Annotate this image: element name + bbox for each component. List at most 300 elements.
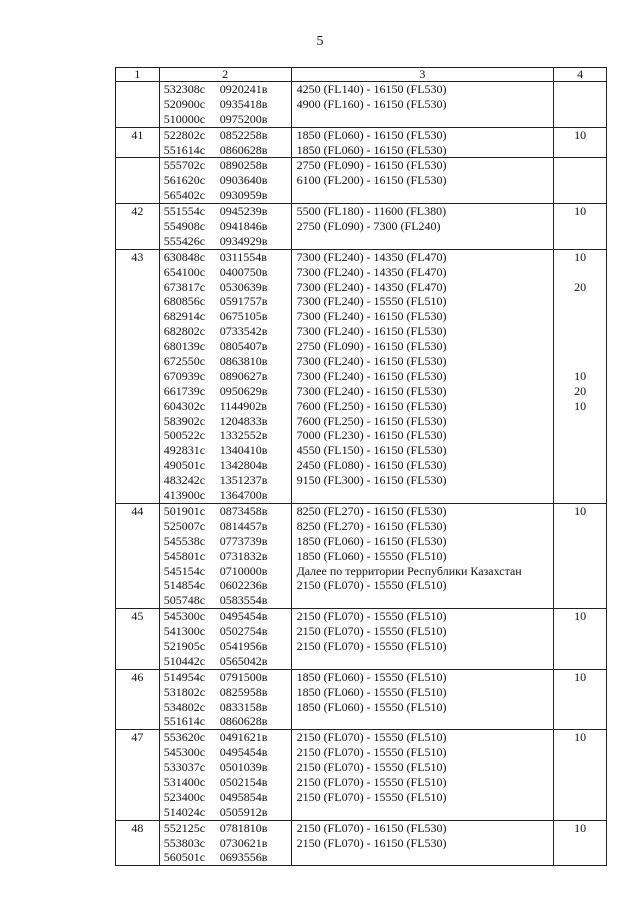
- latitude: 555702с: [163, 158, 206, 173]
- latitude: 661739с: [163, 383, 206, 398]
- latitude: 554908с: [163, 219, 206, 234]
- coordinate-line: [164, 790, 291, 805]
- latitude: 551614с: [163, 714, 206, 729]
- altitude-range: 2450 (FL080) - 16150 (FL530): [296, 458, 447, 473]
- latitude: 534802с: [163, 699, 206, 714]
- longitude: 0860628в: [219, 142, 268, 157]
- coordinate-line: [164, 624, 291, 639]
- level-value: [554, 685, 606, 700]
- level-value: [554, 850, 606, 865]
- level-value: [554, 790, 606, 805]
- header-col-1: 1: [116, 68, 160, 82]
- longitude: 0731832в: [219, 548, 268, 563]
- level-cell: [554, 609, 607, 670]
- altitude-ranges-cell: [291, 730, 554, 820]
- level-value: [554, 309, 606, 324]
- longitude: 0920241в: [219, 82, 268, 96]
- longitude: 0710000в: [219, 563, 268, 578]
- table-row: [116, 609, 607, 670]
- longitude: 0863810в: [219, 354, 268, 369]
- coordinate-line: [164, 504, 291, 519]
- latitude: 520900с: [163, 96, 206, 111]
- level-value: 10: [574, 730, 587, 745]
- latitude: 680139с: [163, 339, 206, 354]
- level-value: 10: [574, 127, 587, 142]
- longitude: 0495854в: [219, 789, 268, 804]
- altitude-range: 7300 (FL240) - 16150 (FL530): [296, 309, 447, 324]
- level-value: 10: [574, 609, 587, 624]
- route-number: 47: [116, 730, 160, 820]
- longitude: 0502154в: [219, 774, 268, 789]
- altitude-range: 7300 (FL240) - 14350 (FL470): [296, 279, 447, 294]
- longitude: 1351237в: [219, 473, 268, 488]
- coordinate-line: [164, 578, 291, 593]
- altitude-range: 2150 (FL070) - 15550 (FL510): [296, 774, 447, 789]
- coordinate-line: [164, 128, 291, 143]
- coordinate-line: [164, 219, 291, 234]
- altitude-range: 7600 (FL250) - 16150 (FL530): [296, 398, 447, 413]
- level-value: [554, 700, 606, 715]
- longitude: 0733542в: [219, 324, 268, 339]
- coordinate-line: [164, 745, 291, 760]
- latitude: 551554с: [163, 204, 206, 219]
- table-row: [116, 669, 607, 730]
- coordinates-cell: [159, 204, 291, 250]
- latitude: 521905с: [163, 638, 206, 653]
- altitude-range: 7300 (FL240) - 16150 (FL530): [296, 354, 447, 369]
- latitude: 672550с: [163, 354, 206, 369]
- latitude: 682802с: [163, 324, 206, 339]
- latitude: 522802с: [163, 127, 206, 142]
- altitude-range: 7300 (FL240) - 14350 (FL470): [296, 249, 447, 264]
- level-value: [554, 564, 606, 579]
- page-number: 5: [316, 34, 324, 49]
- altitude-range: 2150 (FL070) - 15550 (FL510): [296, 745, 447, 760]
- altitude-ranges-cell: [291, 249, 554, 503]
- altitude-ranges-cell: [291, 503, 554, 608]
- level-value: [554, 534, 606, 549]
- coordinate-line: [164, 443, 291, 458]
- altitude-range: 2150 (FL070) - 16150 (FL530): [296, 820, 447, 835]
- latitude: 505748с: [163, 593, 206, 608]
- level-value: [554, 219, 606, 234]
- longitude: 0852258в: [219, 127, 268, 142]
- longitude: 0941846в: [219, 219, 268, 234]
- latitude: 561620с: [163, 173, 206, 188]
- coordinate-line: [164, 473, 291, 488]
- altitude-range: 6100 (FL200) - 16150 (FL530): [296, 173, 447, 188]
- latitude: 514024с: [163, 804, 206, 819]
- coordinate-line: [164, 204, 291, 219]
- latitude: 560501с: [163, 850, 206, 865]
- altitude-range: 1850 (FL060) - 16150 (FL530): [296, 142, 447, 157]
- latitude: 514954с: [163, 669, 206, 684]
- level-value: [554, 714, 606, 729]
- level-value: [554, 143, 606, 158]
- latitude: 553803с: [163, 835, 206, 850]
- altitude-range: 4250 (FL140) - 16150 (FL530): [296, 82, 447, 96]
- level-value: [554, 578, 606, 593]
- altitude-range: [297, 234, 554, 249]
- longitude: 0975200в: [219, 111, 268, 126]
- altitude-range: [297, 188, 554, 203]
- longitude: 0491621в: [219, 730, 268, 745]
- coordinates-cell: [159, 503, 291, 608]
- coordinate-line: [164, 730, 291, 745]
- level-value: [554, 458, 606, 473]
- latitude: 670939с: [163, 368, 206, 383]
- route-number: 46: [116, 669, 160, 730]
- longitude: 0860628в: [219, 714, 268, 729]
- latitude: 545154с: [163, 563, 206, 578]
- coordinate-line: [164, 280, 291, 295]
- level-value: 10: [574, 398, 587, 413]
- level-value: 10: [574, 820, 587, 835]
- longitude: 0945239в: [219, 204, 268, 219]
- table-row: [116, 503, 607, 608]
- latitude: 680856с: [163, 294, 206, 309]
- coordinate-line: [164, 458, 291, 473]
- coordinate-line: [164, 143, 291, 158]
- longitude: 0602236в: [219, 578, 268, 593]
- level-value: [554, 760, 606, 775]
- coordinate-line: [164, 428, 291, 443]
- latitude: 523400с: [163, 789, 206, 804]
- latitude: 583902с: [163, 413, 206, 428]
- coordinates-cell: [159, 249, 291, 503]
- latitude: 531400с: [163, 774, 206, 789]
- altitude-range: 2150 (FL070) - 16150 (FL530): [296, 835, 447, 850]
- coordinate-line: [164, 775, 291, 790]
- level-value: [554, 639, 606, 654]
- longitude: 0565042в: [219, 653, 268, 668]
- coordinate-line: [164, 188, 291, 203]
- table-row: [116, 730, 607, 820]
- table-row: [116, 249, 607, 503]
- latitude: 541300с: [163, 624, 206, 639]
- longitude: 0530639в: [219, 279, 268, 294]
- coordinate-line: [164, 339, 291, 354]
- longitude: 0890627в: [219, 368, 268, 383]
- latitude: 483242с: [163, 473, 206, 488]
- route-table: [115, 67, 607, 866]
- altitude-range: 7300 (FL240) - 14350 (FL470): [296, 264, 447, 279]
- altitude-ranges-cell: [291, 82, 554, 128]
- longitude: 0495454в: [219, 745, 268, 760]
- latitude: 514854с: [163, 578, 206, 593]
- altitude-range: [297, 593, 554, 608]
- level-value: [554, 294, 606, 309]
- longitude: 0934929в: [219, 233, 268, 248]
- latitude: 565402с: [163, 188, 206, 203]
- coordinate-line: [164, 609, 291, 624]
- table-header-row: [116, 68, 607, 82]
- altitude-range: 8250 (FL270) - 16150 (FL530): [296, 503, 447, 518]
- level-value: [554, 805, 606, 820]
- longitude: 1364700в: [219, 488, 268, 503]
- longitude: 0505912в: [219, 804, 268, 819]
- coordinate-line: [164, 82, 291, 97]
- level-cell: [554, 669, 607, 730]
- latitude: 545300с: [163, 609, 206, 624]
- route-number: 48: [116, 820, 160, 866]
- coordinates-cell: [159, 820, 291, 866]
- coordinate-line: [164, 760, 291, 775]
- level-value: [554, 654, 606, 669]
- altitude-range: 1850 (FL060) - 15550 (FL510): [296, 548, 447, 563]
- longitude: 0541956в: [219, 638, 268, 653]
- longitude: 0935418в: [219, 96, 268, 111]
- longitude: 1332552в: [219, 428, 268, 443]
- altitude-range: 2150 (FL070) - 15550 (FL510): [296, 730, 447, 745]
- longitude: 0502754в: [219, 624, 268, 639]
- longitude: 0311554в: [219, 249, 267, 264]
- altitude-range: 7600 (FL250) - 16150 (FL530): [296, 413, 447, 428]
- level-value: [554, 265, 606, 280]
- altitude-range: 2750 (FL090) - 16150 (FL530): [296, 158, 447, 173]
- coordinate-line: [164, 294, 291, 309]
- latitude: 545300с: [163, 745, 206, 760]
- altitude-ranges-cell: [291, 158, 554, 204]
- coordinate-line: [164, 700, 291, 715]
- coordinate-line: [164, 593, 291, 608]
- level-value: [554, 324, 606, 339]
- level-value: [554, 549, 606, 564]
- longitude: 0693556в: [219, 850, 268, 865]
- altitude-ranges-cell: [291, 669, 554, 730]
- longitude: 0730621в: [219, 835, 268, 850]
- level-value: [554, 112, 606, 127]
- level-value: [554, 158, 606, 173]
- coordinate-line: [164, 369, 291, 384]
- altitude-range: 2150 (FL070) - 15550 (FL510): [296, 760, 447, 775]
- table-row: [116, 82, 607, 128]
- longitude: 0814457в: [219, 518, 268, 533]
- coordinates-cell: [159, 127, 291, 158]
- level-cell: [554, 158, 607, 204]
- latitude: 500522с: [163, 428, 206, 443]
- longitude: 0890258в: [219, 158, 268, 173]
- altitude-range: 2150 (FL070) - 15550 (FL510): [296, 578, 447, 593]
- route-number: [116, 158, 160, 204]
- level-cell: [554, 127, 607, 158]
- level-value: [554, 593, 606, 608]
- latitude: 531802с: [163, 684, 206, 699]
- altitude-range: 4900 (FL160) - 16150 (FL530): [296, 96, 447, 111]
- latitude: 545538с: [163, 533, 206, 548]
- altitude-ranges-cell: [291, 204, 554, 250]
- altitude-range: 8250 (FL270) - 16150 (FL530): [296, 518, 447, 533]
- coordinates-cell: [159, 609, 291, 670]
- longitude: 0950629в: [219, 383, 268, 398]
- level-value: [554, 745, 606, 760]
- coordinate-line: [164, 399, 291, 414]
- longitude: 1144902в: [219, 398, 267, 413]
- latitude: 553620с: [163, 730, 206, 745]
- longitude: 1340410в: [219, 443, 268, 458]
- altitude-range: 1850 (FL060) - 15550 (FL510): [296, 669, 447, 684]
- longitude: 0591757в: [219, 294, 268, 309]
- level-value: [554, 234, 606, 249]
- level-value: [554, 443, 606, 458]
- altitude-range: 2150 (FL070) - 15550 (FL510): [296, 624, 447, 639]
- coordinates-cell: [159, 82, 291, 128]
- level-value: [554, 836, 606, 851]
- coordinate-line: [164, 354, 291, 369]
- table-row: [116, 158, 607, 204]
- longitude: 0825958в: [219, 684, 268, 699]
- coordinate-line: [164, 654, 291, 669]
- level-cell: [554, 82, 607, 128]
- longitude: 0583554в: [219, 593, 268, 608]
- level-value: 20: [574, 279, 587, 294]
- altitude-ranges-cell: [291, 127, 554, 158]
- coordinate-line: [164, 549, 291, 564]
- coordinate-line: [164, 670, 291, 685]
- altitude-range: 5500 (FL180) - 11600 (FL380): [296, 204, 447, 219]
- route-number: 44: [116, 503, 160, 608]
- coordinate-line: [164, 836, 291, 851]
- route-number: 42: [116, 204, 160, 250]
- longitude: 0675105в: [219, 309, 268, 324]
- longitude: 0773739в: [219, 533, 268, 548]
- coordinate-line: [164, 234, 291, 249]
- altitude-range: 2750 (FL090) - 7300 (FL240): [296, 219, 441, 234]
- coordinate-line: [164, 714, 291, 729]
- altitude-range: 7300 (FL240) - 16150 (FL530): [296, 368, 447, 383]
- level-value: [554, 339, 606, 354]
- table-row: [116, 127, 607, 158]
- longitude: 1204833в: [219, 413, 268, 428]
- latitude: 682914с: [163, 309, 206, 324]
- latitude: 525007с: [163, 518, 206, 533]
- coordinates-cell: [159, 158, 291, 204]
- altitude-range: 7000 (FL230) - 16150 (FL530): [296, 428, 447, 443]
- altitude-range: 1850 (FL060) - 15550 (FL510): [296, 684, 447, 699]
- longitude: 0805407в: [219, 339, 268, 354]
- coordinate-line: [164, 685, 291, 700]
- altitude-range: Далее по территории Республики Казахстан: [296, 563, 522, 578]
- level-value: 10: [574, 669, 587, 684]
- altitude-range: [297, 112, 554, 127]
- altitude-ranges-cell: [291, 609, 554, 670]
- altitude-range: 9150 (FL300) - 16150 (FL530): [296, 473, 447, 488]
- latitude: 532308с: [163, 82, 206, 96]
- altitude-range: 7300 (FL240) - 15550 (FL510): [296, 294, 447, 309]
- coordinate-line: [164, 384, 291, 399]
- latitude: 533037с: [163, 760, 206, 775]
- level-cell: [554, 204, 607, 250]
- level-value: [554, 173, 606, 188]
- level-value: 10: [574, 368, 587, 383]
- level-cell: [554, 249, 607, 503]
- altitude-range: [297, 850, 554, 865]
- latitude: 510000с: [163, 111, 206, 126]
- level-value: [554, 624, 606, 639]
- altitude-range: 1850 (FL060) - 16150 (FL530): [296, 533, 447, 548]
- level-value: 10: [574, 249, 587, 264]
- route-number: [116, 82, 160, 128]
- coordinate-line: [164, 519, 291, 534]
- longitude: 0833158в: [219, 699, 268, 714]
- level-value: [554, 428, 606, 443]
- coordinate-line: [164, 97, 291, 112]
- altitude-range: 7300 (FL240) - 16150 (FL530): [296, 324, 447, 339]
- table-row: [116, 820, 607, 866]
- coordinate-line: [164, 414, 291, 429]
- latitude: 630848с: [163, 249, 206, 264]
- altitude-range: 2750 (FL090) - 16150 (FL530): [296, 339, 447, 354]
- level-cell: [554, 820, 607, 866]
- altitude-range: 2150 (FL070) - 15550 (FL510): [296, 609, 447, 624]
- longitude: 0930959в: [219, 188, 268, 203]
- latitude: 510442с: [163, 653, 206, 668]
- latitude: 413900с: [163, 488, 206, 503]
- level-value: [554, 414, 606, 429]
- altitude-range: 1850 (FL060) - 16150 (FL530): [296, 127, 447, 142]
- coordinate-line: [164, 250, 291, 265]
- header-col-4: 4: [554, 68, 607, 82]
- level-value: [554, 519, 606, 534]
- longitude: 0903640в: [219, 173, 268, 188]
- coordinate-line: [164, 639, 291, 654]
- altitude-range: [297, 488, 554, 503]
- latitude: 545801с: [163, 548, 206, 563]
- coordinate-line: [164, 265, 291, 280]
- route-number: 45: [116, 609, 160, 670]
- level-value: [554, 82, 606, 97]
- level-value: 20: [574, 383, 587, 398]
- altitude-range: 2150 (FL070) - 15550 (FL510): [296, 638, 447, 653]
- level-value: [554, 97, 606, 112]
- latitude: 501901с: [163, 503, 206, 518]
- coordinate-line: [164, 309, 291, 324]
- coordinate-line: [164, 112, 291, 127]
- coordinate-line: [164, 850, 291, 865]
- latitude: 492831с: [163, 443, 206, 458]
- level-value: [554, 488, 606, 503]
- level-value: [554, 775, 606, 790]
- latitude: 555426с: [163, 233, 206, 248]
- latitude: 551614с: [163, 142, 206, 157]
- level-cell: [554, 730, 607, 820]
- coordinate-line: [164, 324, 291, 339]
- route-number: 43: [116, 249, 160, 503]
- longitude: 0791500в: [219, 669, 268, 684]
- coordinate-line: [164, 534, 291, 549]
- longitude: 0400750в: [219, 264, 268, 279]
- altitude-range: [297, 805, 554, 820]
- level-value: 10: [574, 204, 587, 219]
- coordinate-line: [164, 173, 291, 188]
- coordinates-cell: [159, 730, 291, 820]
- level-value: 10: [574, 503, 587, 518]
- coordinate-line: [164, 805, 291, 820]
- altitude-range: 4550 (FL150) - 16150 (FL530): [296, 443, 447, 458]
- level-value: [554, 188, 606, 203]
- latitude: 654100с: [163, 264, 206, 279]
- longitude: 0873458в: [219, 503, 268, 518]
- longitude: 0495454в: [219, 609, 268, 624]
- latitude: 552125с: [163, 820, 206, 835]
- altitude-range: 2150 (FL070) - 15550 (FL510): [296, 789, 447, 804]
- coordinate-line: [164, 158, 291, 173]
- level-value: [554, 473, 606, 488]
- level-value: [554, 354, 606, 369]
- route-number: 41: [116, 127, 160, 158]
- coordinate-line: [164, 564, 291, 579]
- altitude-range: 1850 (FL060) - 15550 (FL510): [296, 699, 447, 714]
